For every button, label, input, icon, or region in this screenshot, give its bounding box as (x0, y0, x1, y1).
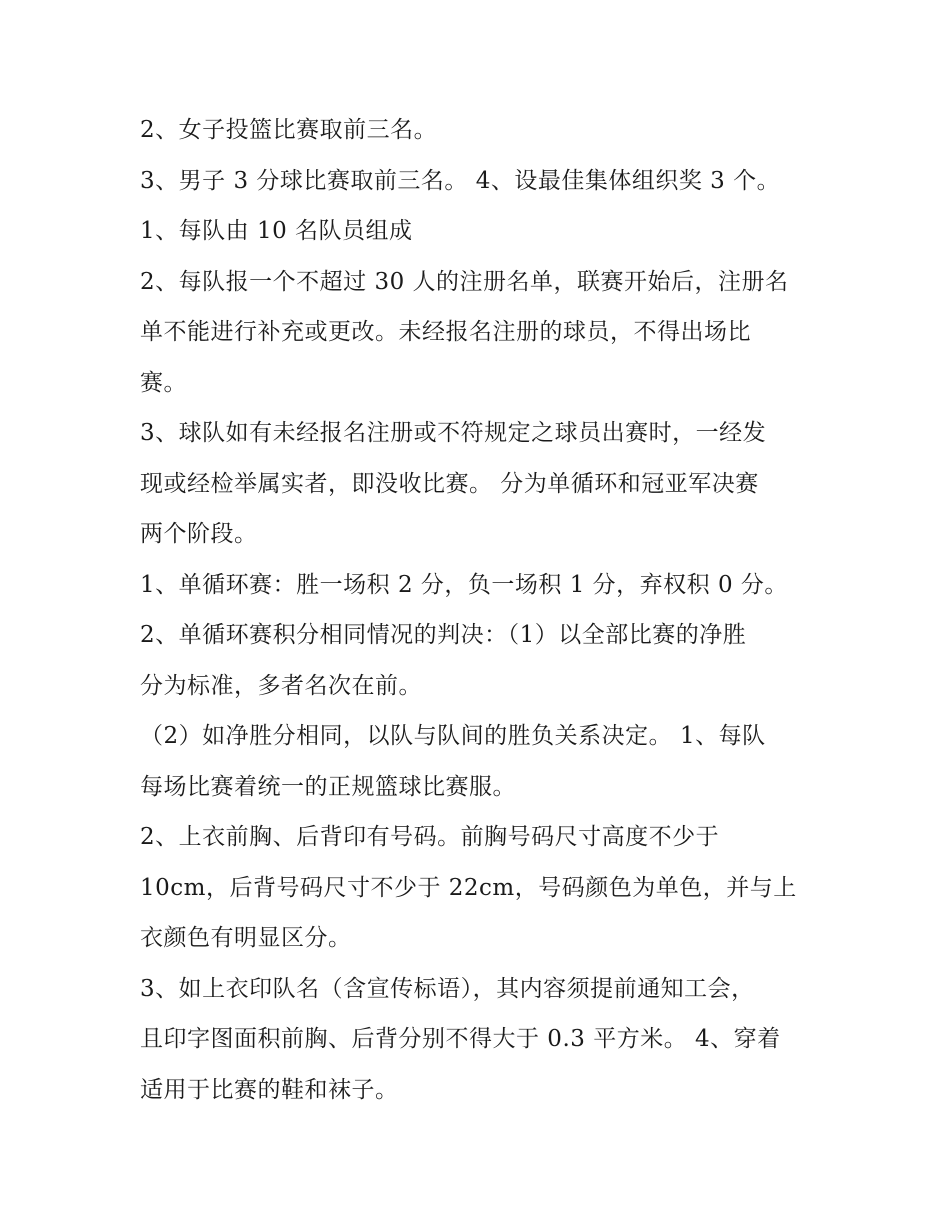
text-line: 且印字图面积前胸、后背分别不得大于 0.3 平方米。 4、穿着 (140, 1026, 781, 1052)
text-line: 每场比赛着统一的正规篮球比赛服。 (140, 774, 516, 800)
text-line: 3、男子 3 分球比赛取前三名。 4、设最佳集体组织奖 3 个。 (140, 168, 781, 194)
text-line: 赛。 (140, 370, 187, 396)
text-line: 衣颜色有明显区分。 (140, 925, 352, 951)
text-line: 适用于比赛的鞋和袜子。 (140, 1077, 399, 1103)
text-line: 10cm，后背号码尺寸不少于 22cm，号码颜色为单色，并与上 (140, 875, 797, 901)
text-line: 分为标准，多者名次在前。 (140, 673, 422, 699)
text-line: 2、每队报一个不超过 30 人的注册名单，联赛开始后，注册名 (140, 269, 789, 295)
text-line: 3、球队如有未经报名注册或不符规定之球员出赛时，一经发 (140, 420, 767, 446)
text-line: （2）如净胜分相同，以队与队间的胜负关系决定。 1、每队 (140, 723, 766, 749)
text-line: 现或经检举属实者，即没收比赛。 分为单循环和冠亚军决赛 (140, 471, 759, 497)
text-line: 3、如上衣印队名（含宣传标语），其内容须提前通知工会， (140, 976, 755, 1002)
text-line: 单不能进行补充或更改。未经报名注册的球员，不得出场比 (140, 319, 751, 345)
text-line: 2、单循环赛积分相同情况的判决：（1）以全部比赛的净胜 (140, 622, 747, 648)
text-line: 两个阶段。 (140, 521, 258, 547)
text-line: 2、上衣前胸、后背印有号码。前胸号码尺寸高度不少于 (140, 824, 720, 850)
text-line: 2、女子投篮比赛取前三名。 (140, 117, 438, 143)
text-line: 1、每队由 10 名队员组成 (140, 218, 413, 244)
text-line: 1、单循环赛：胜一场积 2 分，负一场积 1 分，弃权积 0 分。 (140, 572, 788, 598)
